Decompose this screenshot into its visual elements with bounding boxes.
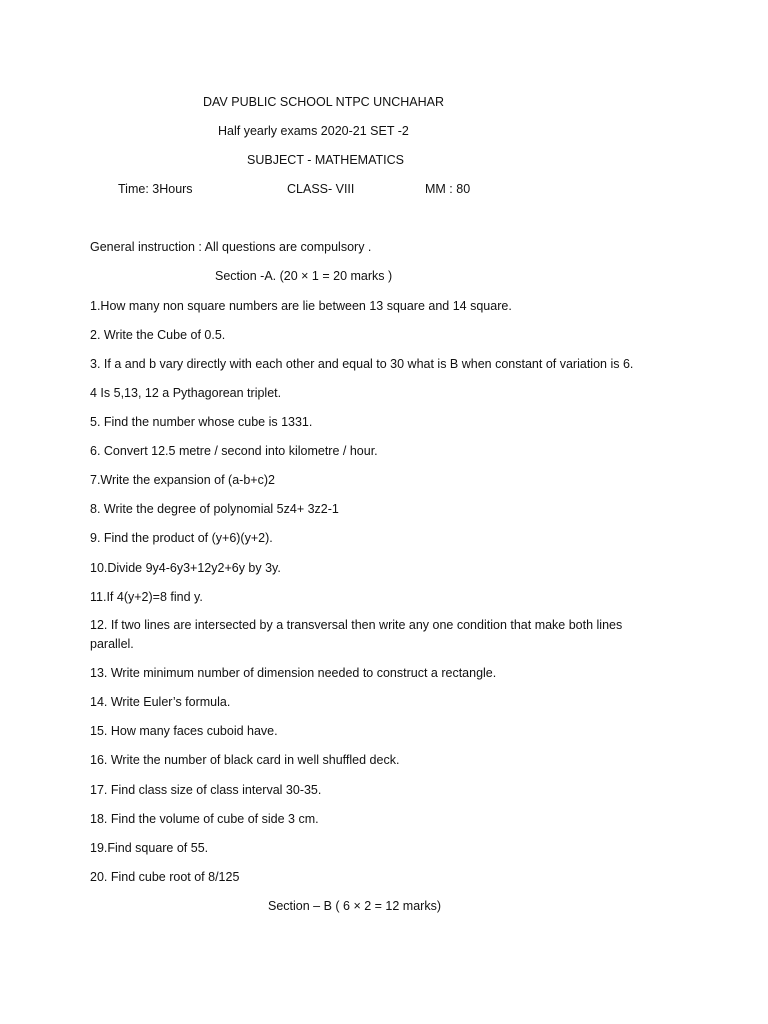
school-name: DAV PUBLIC SCHOOL NTPC UNCHAHAR bbox=[203, 95, 445, 109]
exam-title: Half yearly exams 2020-21 SET -2 bbox=[218, 124, 409, 138]
section-a-title: Section -A. (20 × 1 = 20 marks ) bbox=[215, 269, 393, 283]
question-12: 12. If two lines are intersected by a transversal then write any one condition that make both lines parallel. bbox=[90, 618, 623, 651]
question-2: 2. Write the Cube of 0.5. bbox=[90, 328, 226, 342]
subject-title: SUBJECT - MATHEMATICS bbox=[247, 153, 404, 167]
max-marks: MM : 80 bbox=[425, 182, 471, 196]
question-16: 16. Write the number of black card in well shuffled deck. bbox=[90, 753, 400, 767]
question-14: 14. Write Euler’s formula. bbox=[90, 695, 231, 709]
class-info: CLASS- VIII bbox=[287, 182, 355, 196]
question-7: 7.Write the expansion of (a-b+c)2 bbox=[90, 473, 275, 487]
question-17: 17. Find class size of class interval 30-35. bbox=[90, 783, 322, 797]
question-19: 19.Find square of 55. bbox=[90, 841, 209, 855]
question-1: 1.How many non square numbers are lie between 13 square and 14 square. bbox=[90, 299, 512, 313]
general-instruction: General instruction : All questions are compulsory . bbox=[90, 240, 372, 254]
question-4: 4 Is 5,13, 12 a Pythagorean triplet. bbox=[90, 386, 282, 400]
question-11: 11.If 4(y+2)=8 find y. bbox=[90, 590, 203, 604]
section-b-title: Section – B ( 6 × 2 = 12 marks) bbox=[268, 899, 441, 913]
question-5: 5. Find the number whose cube is 1331. bbox=[90, 415, 313, 429]
time-info: Time: 3Hours bbox=[118, 182, 193, 196]
question-15: 15. How many faces cuboid have. bbox=[90, 724, 278, 738]
question-6: 6. Convert 12.5 metre / second into kilometre / hour. bbox=[90, 444, 378, 458]
question-20: 20. Find cube root of 8/125 bbox=[90, 870, 240, 884]
question-13: 13. Write minimum number of dimension needed to construct a rectangle. bbox=[90, 666, 497, 680]
question-8: 8. Write the degree of polynomial 5z4+ 3z2-1 bbox=[90, 502, 339, 516]
question-18: 18. Find the volume of cube of side 3 cm. bbox=[90, 812, 319, 826]
question-9: 9. Find the product of (y+6)(y+2). bbox=[90, 531, 273, 545]
question-3: 3. If a and b vary directly with each other and equal to 30 what is B when constant of variation is 6. bbox=[90, 357, 634, 371]
question-10: 10.Divide 9y4-6y3+12y2+6y by 3y. bbox=[90, 561, 281, 575]
